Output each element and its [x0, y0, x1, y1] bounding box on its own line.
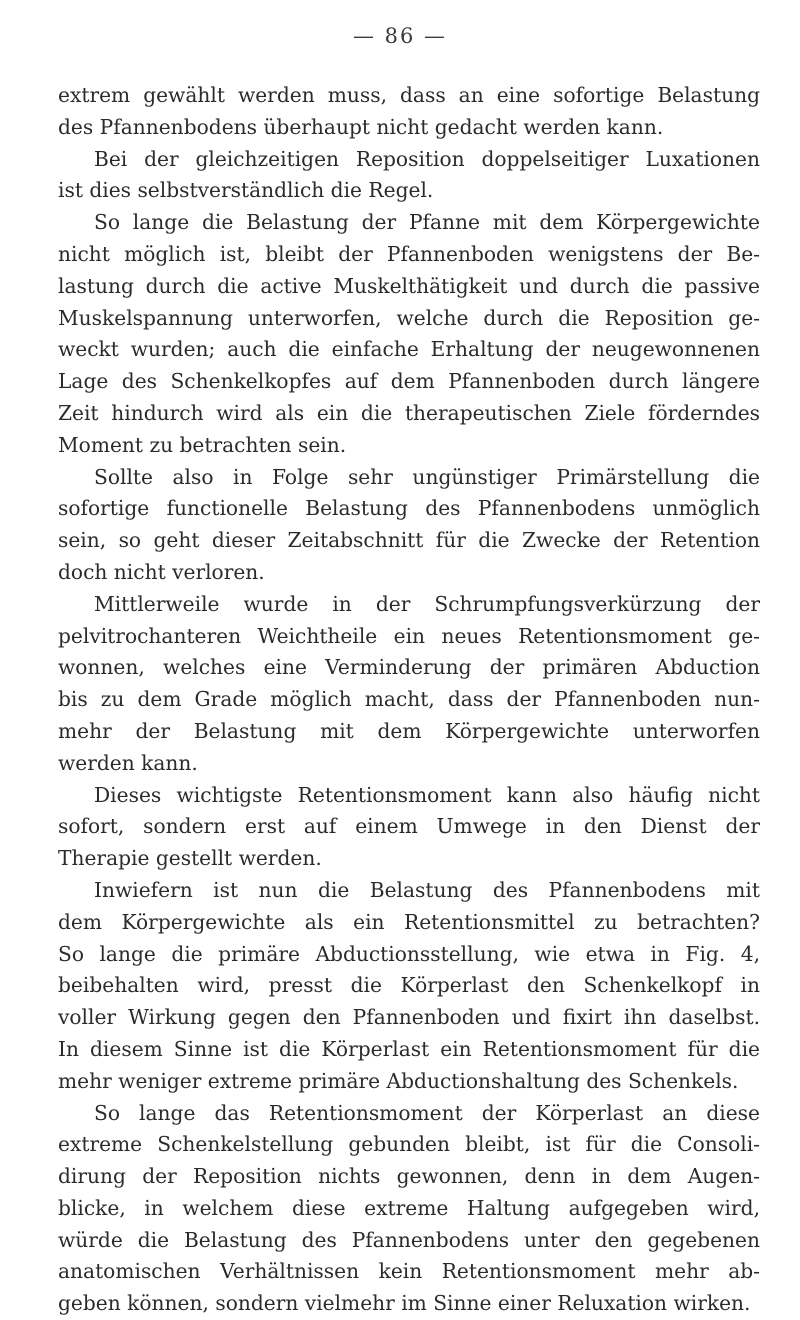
text-line: Dieses wichtigste Retentionsmoment kann also häufig nicht	[94, 782, 760, 807]
text-line: wonnen, welches eine Verminderung der primären Abduction	[58, 655, 760, 680]
text-line: ist dies selbstverständlich die Regel.	[58, 178, 434, 203]
text-line: doch nicht verloren.	[58, 559, 265, 584]
text-line: anatomischen Verhältnissen kein Retentionsmoment mehr ab-	[58, 1259, 760, 1284]
text-line: dem Körpergewichte als ein Retentionsmittel zu betrachten?	[58, 909, 760, 934]
text-line: pelvitrochanteren Weichtheile ein neues Retentionsmoment ge-	[58, 623, 760, 648]
text-line: mehr weniger extreme primäre Abductionshaltung des Schenkels.	[58, 1068, 739, 1093]
text-line: Sollte also in Folge sehr ungünstiger Primärstellung die	[94, 464, 760, 489]
text-line: So lange die primäre Abductionsstellung, wie etwa in Fig. 4,	[58, 941, 760, 966]
text-line: bis zu dem Grade möglich macht, dass der Pfannenboden nun-	[58, 687, 760, 712]
text-line: So lange die Belastung der Pfanne mit dem Körpergewichte	[94, 210, 760, 235]
text-line: nicht möglich ist, bleibt der Pfannenboden wenigstens der Be-	[58, 241, 760, 266]
body-text	[58, 80, 760, 1320]
text-line: werden kann.	[58, 750, 198, 775]
text-line: Mittlerweile wurde in der Schrumpfungsverkürzung der	[94, 591, 760, 616]
page-number: — 86 —	[352, 24, 448, 48]
text-line: Bei der gleichzeitigen Reposition doppelseitiger Luxationen	[94, 146, 760, 171]
text-line: sein, so geht dieser Zeitabschnitt für die Zwecke der Retention	[58, 528, 760, 553]
text-line: So lange das Retentionsmoment der Körperlast an diese	[94, 1100, 760, 1125]
text-line: des Pfannenbodens überhaupt nicht gedacht werden kann.	[58, 114, 664, 139]
text-line: sofortige functionelle Belastung des Pfannenbodens unmöglich	[58, 496, 760, 521]
text-line: beibehalten wird, presst die Körperlast den Schenkelkopf in	[58, 973, 760, 998]
text-line: In diesem Sinne ist die Körperlast ein Retentionsmoment für die	[58, 1036, 760, 1061]
text-line: geben können, sondern vielmehr im Sinne einer Reluxation wirken.	[58, 1291, 751, 1316]
text-line: blicke, in welchem diese extreme Haltung aufgegeben wird,	[58, 1195, 760, 1220]
text-line: Zeit hindurch wird als ein die therapeutischen Ziele förderndes	[58, 400, 760, 425]
text-line: würde die Belastung des Pfannenbodens unter den gegebenen	[58, 1227, 760, 1252]
text-line: extreme Schenkelstellung gebunden bleibt, ist für die Consoli-	[58, 1132, 760, 1157]
text-line: voller Wirkung gegen den Pfannenboden und fixirt ihn daselbst.	[58, 1005, 760, 1030]
text-line: Muskelspannung unterworfen, welche durch die Reposition ge-	[58, 305, 760, 330]
text-line: extrem gewählt werden muss, dass an eine sofortige Belastung	[58, 83, 760, 107]
text-line: lastung durch die active Muskelthätigkeit und durch die passive	[58, 273, 760, 298]
text-line: weckt wurden; auch die einfache Erhaltung der neugewonnenen	[58, 337, 760, 362]
text-line: Therapie gestellt werden.	[58, 846, 322, 871]
text-line: mehr der Belastung mit dem Körpergewichte unterworfen	[58, 718, 760, 743]
text-line: dirung der Reposition nichts gewonnen, denn in dem Augen-	[58, 1164, 760, 1189]
text-line: sofort, sondern erst auf einem Umwege in den Dienst der	[58, 814, 760, 839]
text-line: Inwiefern ist nun die Belastung des Pfannenbodens mit	[94, 877, 760, 902]
text-line: Moment zu betrachten sein.	[58, 432, 347, 457]
text-line: Lage des Schenkelkopfes auf dem Pfannenboden durch längere	[58, 369, 760, 394]
